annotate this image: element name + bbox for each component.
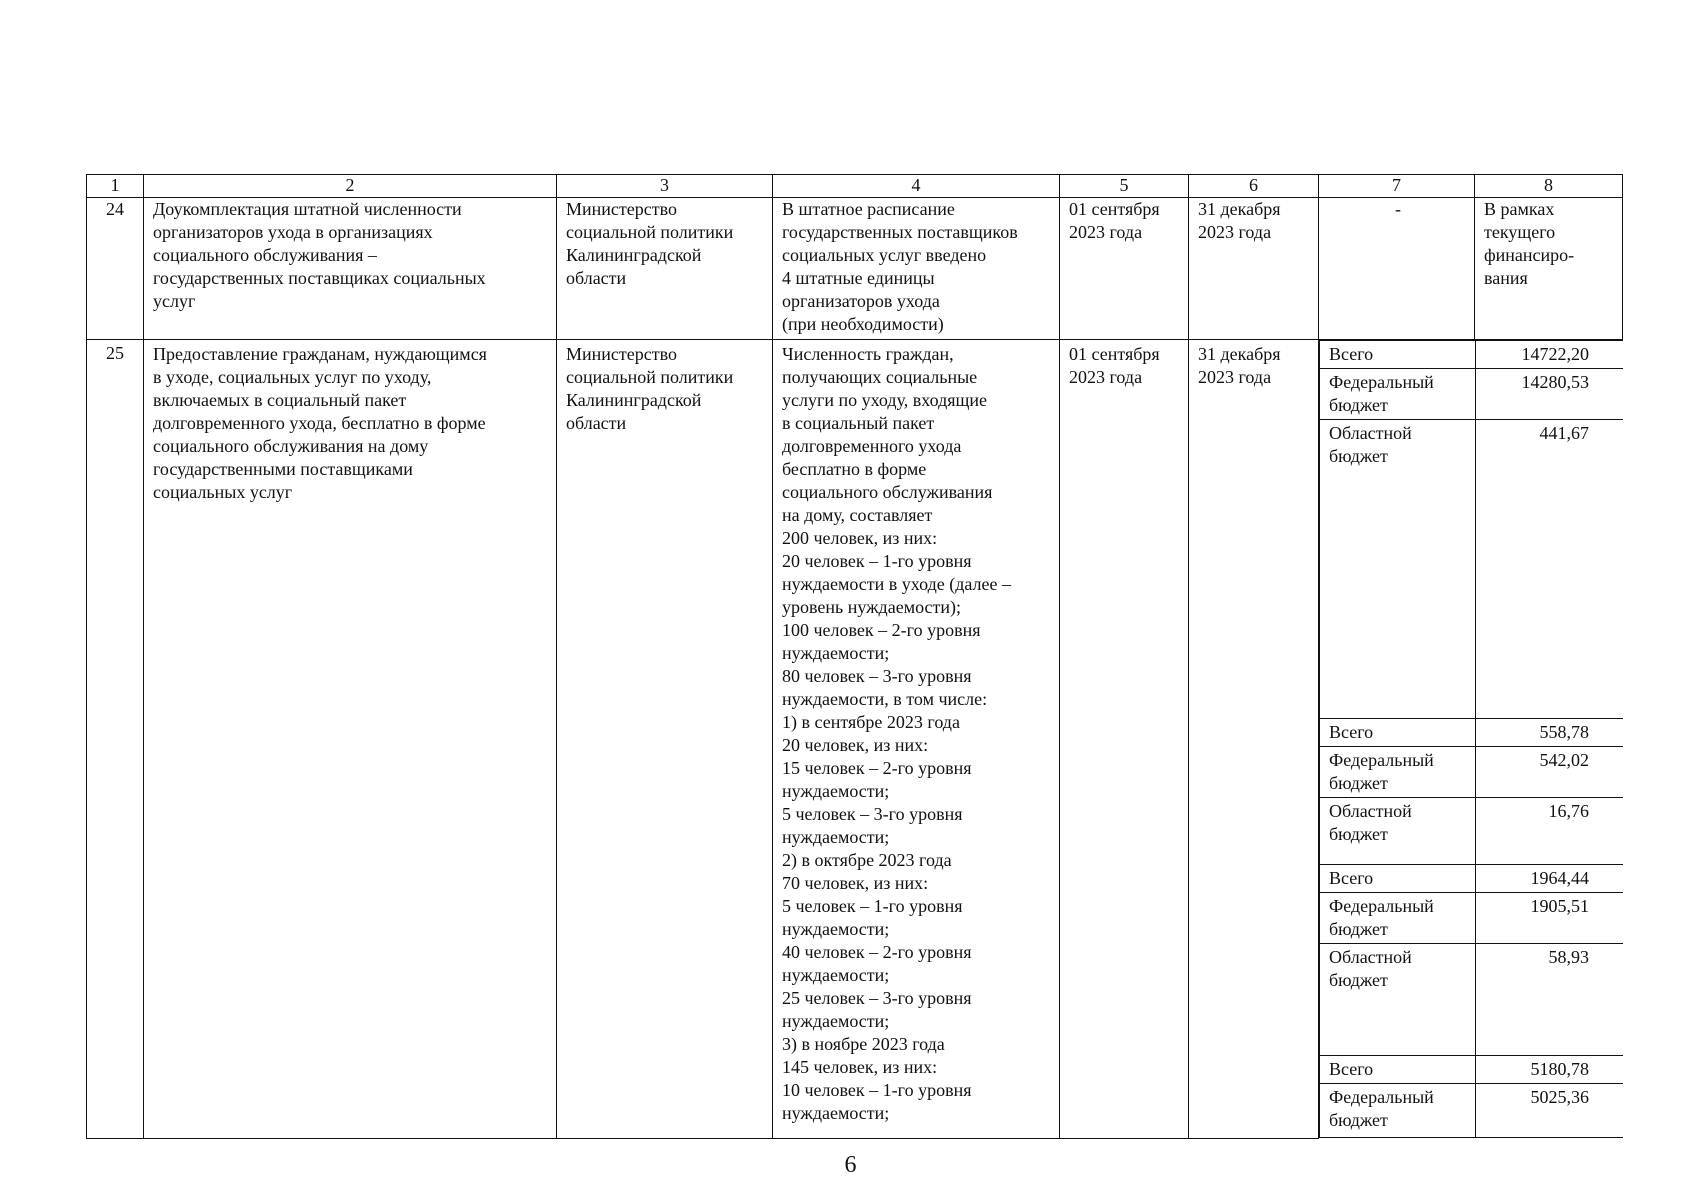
measure-line: в уходе, социальных услуг по уходу,: [153, 367, 432, 387]
result-line: 1) в сентябре 2023 года: [782, 712, 960, 732]
finance-table: [1319, 340, 1623, 1138]
column-number: 2: [144, 175, 557, 198]
measure-line: социальных услуг: [153, 482, 293, 502]
result-line: социального обслуживания: [782, 482, 993, 502]
result-line: социальных услуг введено: [782, 245, 987, 265]
measure-line: долговременного ухода, бесплатно в форме: [153, 413, 486, 433]
finance-label-line: бюджет: [1329, 824, 1388, 844]
measure-line: социального обслуживания –: [153, 245, 377, 265]
row-number: 25: [87, 340, 144, 1139]
measure-line: услуг: [153, 291, 196, 311]
finance-row: [1320, 1056, 1623, 1084]
result-line: 3) в ноябре 2023 года: [782, 1034, 945, 1054]
start-date-line: 01 сентября: [1069, 344, 1160, 364]
result-line: 40 человек – 2-го уровня: [782, 942, 972, 962]
finance-value: 441,67: [1476, 420, 1623, 719]
source-cell: -: [1319, 198, 1475, 340]
measure-line: Доукомплектация штатной численности: [153, 199, 462, 219]
finance-label-line: Федеральный: [1329, 750, 1434, 770]
result-line: 15 человек – 2-го уровня: [782, 758, 972, 778]
result-line: 5 человек – 1-го уровня: [782, 896, 963, 916]
result-line: 20 человек – 1-го уровня: [782, 551, 972, 571]
end-date-line: 31 декабря: [1198, 199, 1281, 219]
plan-table: [86, 174, 1623, 1139]
end-date-line: 31 декабря: [1198, 344, 1281, 364]
column-number: 5: [1060, 175, 1189, 198]
finance-label-line: Областной: [1329, 947, 1412, 967]
funding-line: В рамках: [1484, 199, 1555, 219]
responsible-cell: [557, 340, 773, 1139]
result-line: 4 штатные единицы: [782, 268, 935, 288]
measure-line: Предоставление гражданам, нуждающимся: [153, 344, 487, 364]
finance-value: 58,93: [1476, 944, 1623, 1056]
responsible-line: социальной политики: [566, 222, 734, 242]
result-line: 100 человек – 2-го уровня: [782, 620, 981, 640]
result-line: 5 человек – 3-го уровня: [782, 804, 963, 824]
column-number: 3: [557, 175, 773, 198]
finance-value: 1964,44: [1476, 865, 1623, 893]
finance-value: 5025,36: [1476, 1084, 1623, 1138]
finance-label: Всего: [1320, 1056, 1476, 1084]
measure-line: государственных поставщиках социальных: [153, 268, 486, 288]
result-line: 80 человек – 3-го уровня: [782, 666, 972, 686]
result-line: уровень нуждаемости);: [782, 597, 962, 617]
result-line: 2) в октябре 2023 года: [782, 850, 952, 870]
column-number: 4: [773, 175, 1060, 198]
finance-label: Всего: [1320, 719, 1476, 747]
finance-label: [1320, 1084, 1476, 1138]
funding-line: текущего: [1484, 222, 1556, 242]
finance-row: [1320, 341, 1623, 369]
finance-row: [1320, 420, 1623, 719]
responsible-line: области: [566, 413, 627, 433]
result-line: В штатное расписание: [782, 199, 955, 219]
start-date-line: 2023 года: [1069, 222, 1143, 242]
result-line: на дому, составляет: [782, 505, 933, 525]
finance-label-line: бюджет: [1329, 1110, 1388, 1130]
finance-label-line: бюджет: [1329, 395, 1388, 415]
column-number: 1: [87, 175, 144, 198]
start-date-cell: [1060, 340, 1189, 1139]
finance-label-line: бюджет: [1329, 919, 1388, 939]
result-line: нуждаемости;: [782, 1103, 890, 1123]
finance-label-line: Областной: [1329, 423, 1412, 443]
result-line: (при необходимости): [782, 314, 944, 334]
finance-value: 14722,20: [1476, 341, 1623, 369]
result-line: 20 человек, из них:: [782, 735, 929, 755]
measure-line: организаторов ухода в организациях: [153, 222, 433, 242]
result-line: нуждаемости;: [782, 965, 890, 985]
finance-row: [1320, 747, 1623, 798]
finance-label-line: Федеральный: [1329, 896, 1434, 916]
finance-row: [1320, 893, 1623, 944]
finance-row: [1320, 944, 1623, 1056]
funding-cell: [1475, 198, 1623, 340]
finance-label: [1320, 747, 1476, 798]
table-row: [87, 198, 1623, 340]
end-date-cell: [1189, 198, 1319, 340]
result-line: государственных поставщиков: [782, 222, 1018, 242]
result-cell: [773, 340, 1060, 1139]
measure-cell: [144, 198, 557, 340]
finance-label-line: Областной: [1329, 801, 1412, 821]
finance-cell: [1319, 340, 1623, 1139]
column-number: 7: [1319, 175, 1475, 198]
start-date-line: 2023 года: [1069, 367, 1143, 387]
result-line: нуждаемости;: [782, 1011, 890, 1031]
finance-value: 16,76: [1476, 798, 1623, 865]
responsible-line: Министерство: [566, 199, 677, 219]
result-line: 25 человек – 3-го уровня: [782, 988, 972, 1008]
finance-label: Всего: [1320, 341, 1476, 369]
finance-row: [1320, 865, 1623, 893]
end-date-cell: [1189, 340, 1319, 1139]
finance-label: [1320, 893, 1476, 944]
result-line: услуги по уходу, входящие: [782, 390, 987, 410]
result-line: долговременного ухода: [782, 436, 962, 456]
finance-row: [1320, 798, 1623, 865]
result-line: организаторов ухода: [782, 291, 940, 311]
finance-label-line: бюджет: [1329, 446, 1388, 466]
finance-label: [1320, 798, 1476, 865]
result-line: нуждаемости;: [782, 643, 890, 663]
result-line: 70 человек, из них:: [782, 873, 929, 893]
measure-line: социального обслуживания на дому: [153, 436, 429, 456]
result-line: нуждаемости;: [782, 827, 890, 847]
finance-label-line: Федеральный: [1329, 1087, 1434, 1107]
finance-label: Всего: [1320, 865, 1476, 893]
column-number: 6: [1189, 175, 1319, 198]
result-line: Численность граждан,: [782, 344, 954, 364]
start-date-line: 01 сентября: [1069, 199, 1160, 219]
result-line: бесплатно в форме: [782, 459, 927, 479]
finance-value: 542,02: [1476, 747, 1623, 798]
result-line: в социальный пакет: [782, 413, 935, 433]
finance-value: 14280,53: [1476, 369, 1623, 420]
result-line: нуждаемости;: [782, 781, 890, 801]
result-line: 200 человек, из них:: [782, 528, 938, 548]
responsible-line: Калининградской: [566, 390, 702, 410]
end-date-line: 2023 года: [1198, 222, 1272, 242]
measure-cell: [144, 340, 557, 1139]
finance-row: [1320, 719, 1623, 747]
finance-value: 1905,51: [1476, 893, 1623, 944]
finance-value: 5180,78: [1476, 1056, 1623, 1084]
funding-line: вания: [1484, 268, 1528, 288]
responsible-line: области: [566, 268, 627, 288]
responsible-line: социальной политики: [566, 367, 734, 387]
result-line: нуждаемости, в том числе:: [782, 689, 988, 709]
finance-label-line: бюджет: [1329, 773, 1388, 793]
funding-line: финансиро-: [1484, 245, 1575, 265]
finance-label: [1320, 944, 1476, 1056]
measure-line: государственными поставщиками: [153, 459, 413, 479]
result-cell: [773, 198, 1060, 340]
end-date-line: 2023 года: [1198, 367, 1272, 387]
start-date-cell: [1060, 198, 1189, 340]
result-line: нуждаемости;: [782, 919, 890, 939]
measure-line: включаемых в социальный пакет: [153, 390, 407, 410]
row-number: 24: [87, 198, 144, 340]
table-row: [87, 340, 1623, 1139]
finance-label-line: Федеральный: [1329, 372, 1434, 392]
finance-label: [1320, 420, 1476, 719]
column-number-row: [87, 175, 1623, 198]
responsible-line: Министерство: [566, 344, 677, 364]
result-line: нуждаемости в уходе (далее –: [782, 574, 1011, 594]
finance-row: [1320, 1084, 1623, 1138]
result-line: 10 человек – 1-го уровня: [782, 1080, 972, 1100]
result-line: получающих социальные: [782, 367, 978, 387]
page-number: 6: [844, 1152, 857, 1178]
finance-value: 558,78: [1476, 719, 1623, 747]
responsible-line: Калининградской: [566, 245, 702, 265]
finance-row: [1320, 369, 1623, 420]
column-number: 8: [1475, 175, 1623, 198]
result-line: 145 человек, из них:: [782, 1057, 938, 1077]
responsible-cell: [557, 198, 773, 340]
finance-label-line: бюджет: [1329, 970, 1388, 990]
finance-label: [1320, 369, 1476, 420]
